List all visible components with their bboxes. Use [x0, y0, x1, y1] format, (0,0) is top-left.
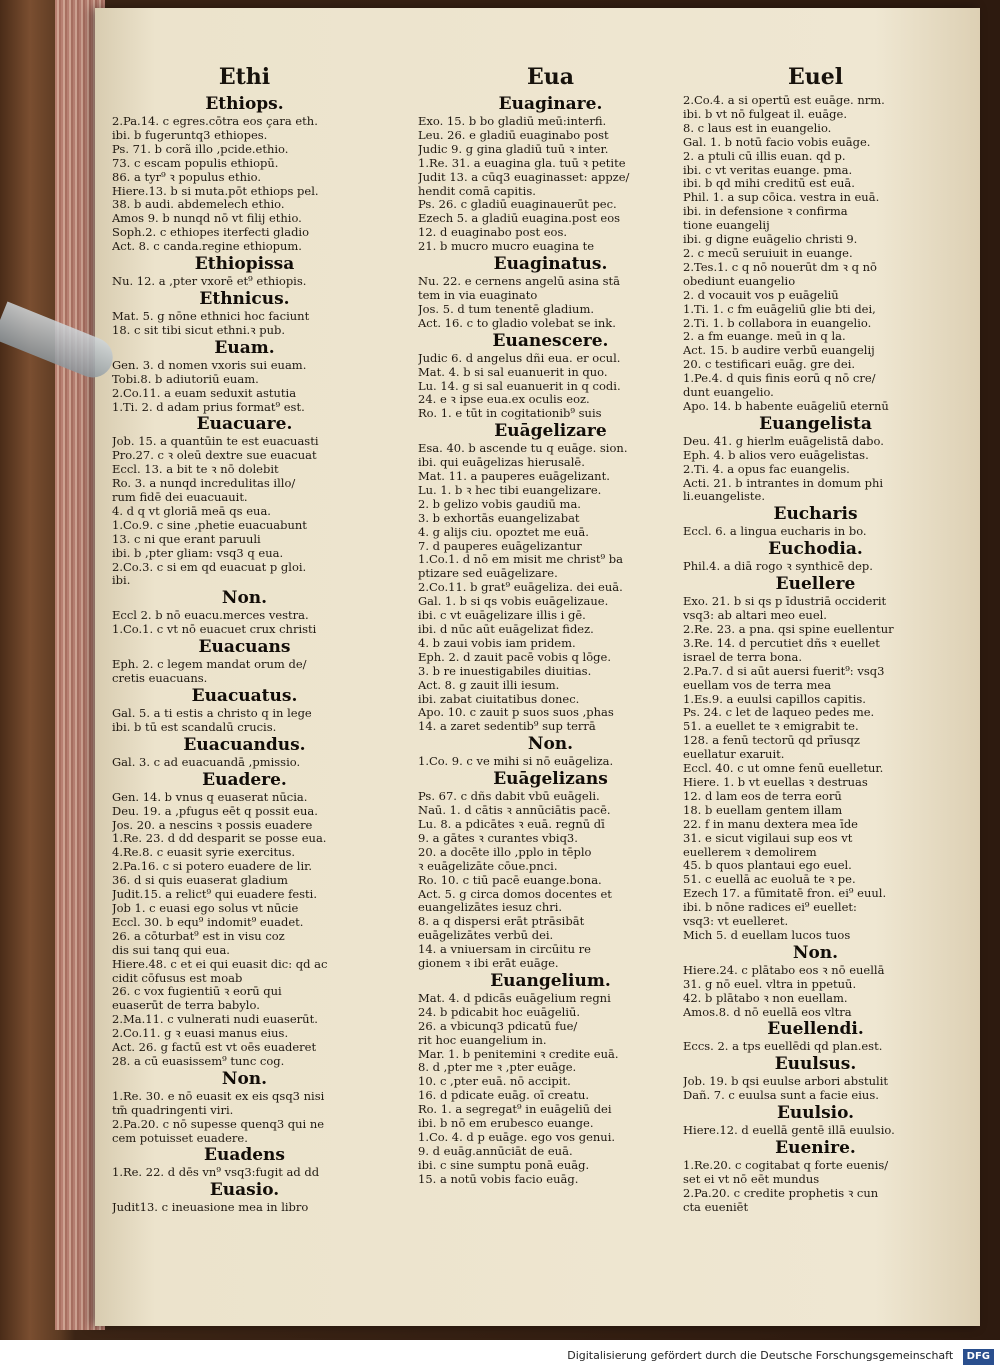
headword: Euulsio.	[776, 1103, 855, 1124]
index-entry: 8. a q dispersi erāt ptrāsibāt	[418, 915, 585, 929]
index-entry: Hiere.24. c plātabo eos ꝛ nō euellā	[683, 963, 885, 977]
index-entry: hendit comā capitis.	[418, 184, 536, 198]
index-entry: Naū. 1. d cātis ꝛ annūciātis pacē.	[418, 804, 611, 818]
index-entry: Esa. 40. b ascende tu q euāge. sion.	[418, 442, 628, 456]
index-entry: 4.Re.8. c euasit syrie exercitus.	[112, 846, 296, 860]
headword: Euāgelizans	[493, 769, 608, 790]
headword: Non.	[221, 1068, 268, 1089]
index-entry: 36. d si quis euaserat gladium	[112, 874, 288, 888]
index-entry: 1.Co. 9. c ve mihi si nō euāgeliza.	[418, 755, 614, 769]
headword: Euacuandus.	[183, 734, 306, 755]
index-entry: vsq3: vt euelleret.	[683, 915, 789, 929]
index-entry: euaserūt de terra babylo.	[112, 999, 260, 1013]
index-entry: 14. a vniuersam in circūitu re	[418, 943, 591, 957]
headword: Euenire.	[775, 1138, 856, 1159]
index-entry: Mich 5. d euellam lucos tuos	[683, 928, 851, 942]
index-entry: Hiere.13. b si muta.pōt ethiops pel.	[112, 184, 319, 198]
headword: Euasio.	[209, 1180, 280, 1201]
index-entry: ibi.	[112, 574, 131, 588]
index-entry: set ei vt nō eēt mundus	[683, 1173, 820, 1186]
index-entry: 18. b euellam gentem illam	[683, 803, 843, 817]
index-entry: 28. a cū euasissem⁹ tunc cog.	[112, 1054, 285, 1068]
index-entry: Jos. 20. a nescins ꝛ possis euadere	[112, 818, 313, 832]
index-entry: Act. 8. g zauit illi iesum.	[418, 678, 560, 692]
index-entry: 13. c ni que erant paruuli	[112, 532, 261, 546]
index-entry: 10. c ,pter euā. nō accipit.	[418, 1075, 571, 1089]
index-entry: Soph.2. c ethiopes iterfecti gladio	[112, 226, 310, 240]
index-entry: 8. c laus est in euangelio.	[683, 121, 832, 135]
index-entry: 1.Re.20. c cogitabat q forte euenis/	[683, 1159, 889, 1173]
index-entry: cem potuisset euadere.	[112, 1131, 248, 1145]
index-entry: 26. c vox fugientiū ꝛ eorū qui	[112, 985, 282, 999]
index-entry: 31. g nō euel. vltra in ppetuū.	[683, 977, 857, 991]
index-entry: 2.Co.3. c si em qd euacuat p gloi.	[112, 560, 307, 574]
index-entry: Eph. 2. c legem mandat orum de/	[112, 658, 307, 672]
index-entry: 14. a zaret sedentib⁹ sup terrā	[418, 720, 596, 734]
index-entry: Lu. 1. b ꝛ hec tibi euangelizare.	[418, 483, 602, 497]
index-entry: Ro. 1. e tūt in cogitationib⁹ suis	[418, 407, 602, 421]
index-entry: Mat. 11. a pauperes euāgelizant.	[418, 470, 610, 484]
index-entry: 21. b mucro mucro euagina te	[418, 240, 595, 254]
footer-bar	[0, 1340, 1000, 1372]
column-1	[112, 60, 377, 1215]
running-head: Euel	[787, 64, 844, 90]
index-entry: Ro. 3. a nunqd incredulitas illo/	[112, 477, 296, 491]
headword: Eucharis	[773, 504, 858, 525]
running-head: Ethi	[218, 64, 271, 90]
index-entry: Ro. 1. a segregat⁹ in euāgeliū dei	[418, 1103, 612, 1117]
index-entry: Mar. 1. b penitemini ꝛ credite euā.	[418, 1047, 619, 1061]
index-entry: Judic 6. d angelus dñi eua. er ocul.	[418, 351, 621, 365]
index-entry: gionem ꝛ ibi erāt euāge.	[418, 957, 559, 971]
index-entry: 24. b pdicabit hoc euāgeliū.	[418, 1005, 581, 1019]
index-entry: ibi. zabat ciuitatibus donec.	[418, 692, 580, 706]
index-entry: Ro. 10. c tiū pacē euange.bona.	[418, 873, 602, 887]
index-entry: Judit.15. a relict⁹ qui euadere festi.	[112, 888, 317, 902]
index-entry: Nu. 12. a ,pter vxorē et⁹ ethiopis.	[112, 275, 307, 289]
index-entry: 12. d euaginabo post eos.	[418, 226, 568, 240]
index-entry: 7. d pauperes euāgelizantur	[418, 539, 582, 553]
headword: Euacuatus.	[191, 686, 298, 706]
index-entry: Apo. 10. c zauit p suos suos ,phas	[418, 706, 614, 720]
index-entry: 73. c escam populis ethiopū.	[112, 156, 279, 170]
headword: Euellendi.	[767, 1019, 864, 1040]
index-entry: rit hoc euangelium in.	[418, 1033, 547, 1047]
index-entry: 1.Ti. 1. c fm euāgeliū glie bti dei,	[683, 302, 876, 316]
index-entry: tm̄ quadringenti viri.	[112, 1103, 234, 1117]
index-entry: Gal. 1. b notū facio vobis euāge.	[683, 135, 871, 149]
index-entry: Eccs. 2. a tps euellēdi qd plan.est.	[683, 1040, 883, 1054]
index-entry: 2. a fm euange. meū in q la.	[683, 330, 846, 344]
index-entry: 1.Re. 30. e nō euasit ex eis qsq3 nisi	[112, 1089, 325, 1103]
index-entry: ptizare sed euāgelizare.	[418, 567, 558, 581]
index-entry: euellatur exaruit.	[683, 748, 785, 762]
index-entry: 2.Pa.16. c si potero euadere de lir.	[112, 860, 313, 874]
index-entry: 2.Co.11. a euam seduxit astutia	[112, 386, 297, 400]
index-entry: Jos. 5. d tum tenentē gladium.	[418, 302, 595, 316]
index-entry: ibi. g digne euāgelio christi 9.	[683, 233, 858, 247]
index-entry: Ezech 5. a gladiū euagina.post eos	[418, 212, 621, 226]
index-entry: Mat. 4. d pdicās euāgelium regni	[418, 991, 611, 1005]
index-entry: 8. d ,pter me ꝛ ,pter euāge.	[418, 1061, 577, 1075]
index-entry: 1.Re. 23. d dd desparit se posse eua.	[112, 832, 327, 846]
index-entry: 1.Re. 31. a euagina gla. tuū ꝛ petite	[418, 156, 626, 170]
index-entry: 31. e sicut vigilaui sup eos vt	[683, 831, 853, 845]
index-entry: Lu. 14. g si sal euanuerit in q codi.	[418, 379, 621, 393]
index-entry: Act. 16. c to gladio volebat se ink.	[418, 316, 616, 330]
index-entry: 2.Tes.1. c q nō nouerūt dm ꝛ q nō	[683, 260, 877, 274]
index-entry: 45. b quos plantaui ego euel.	[683, 859, 852, 873]
index-entry: 2.Pa.20. c credite prophetis ꝛ cun	[683, 1186, 879, 1200]
index-entry: Judit13. c ineuasione mea in libro	[112, 1201, 309, 1215]
index-entry: Pro.27. c ꝛ oleū dextre sue euacuat	[112, 449, 317, 463]
index-entry: cidit cōfusus est moab	[112, 971, 243, 985]
index-entry: Act. 26. g factū est vt oēs euaderet	[112, 1041, 317, 1055]
headword: Euangelista	[759, 413, 872, 434]
headword: Euellere	[775, 574, 856, 595]
index-entry: 2.Pa.14. c egres.cōtra eos çara eth.	[112, 115, 318, 128]
index-entry: Eph. 2. d zauit pacē vobis q lōge.	[418, 650, 611, 664]
index-entry: dis sui tanq qui eua.	[112, 943, 230, 957]
index-entry: 51. c euellā ac euoluā te ꝛ pe.	[683, 873, 856, 887]
index-entry: 2.Pa.20. c nō supesse quenq3 qui ne	[112, 1117, 325, 1131]
index-entry: Ps. 71. b corã illo ,pcide.ethio.	[112, 142, 289, 156]
running-head: Eua	[526, 64, 575, 90]
index-entry: Ezech 17. a fūmitatē fron. ei⁹ euul.	[683, 887, 887, 901]
headword: Non.	[221, 588, 268, 609]
index-entry: Lu. 8. a pdicātes ꝛ euā. regnū dī	[418, 817, 605, 831]
headword: Euchodia.	[768, 539, 863, 560]
index-entry: Eccl 2. b nō euacu.merces vestra.	[112, 609, 309, 623]
index-entry: 2. a ptuli cū illis euan. qd p.	[683, 149, 846, 163]
headword: Euāgelizare	[494, 421, 607, 442]
index-entry: 2.Co.11. g ꝛ euasi manus eius.	[112, 1027, 289, 1041]
index-entry: 9. a gātes ꝛ curantes vbiq3.	[418, 831, 578, 845]
index-entry: Dañ. 7. c euulsa sunt a facie eius.	[683, 1089, 879, 1103]
index-entry: 2. d vocauit vos p euāgeliū	[683, 288, 839, 302]
index-entry: euangelizātes iesuz chri.	[418, 901, 563, 915]
index-entry: Amos 9. b nunqd nō vt filij ethio.	[112, 212, 302, 226]
index-entry: Gen. 14. b vnus q euaserat nūcia.	[112, 790, 308, 804]
index-entry: 3.Re. 14. d percutiet dñs ꝛ euellet	[683, 636, 880, 650]
column-body	[112, 94, 377, 1215]
index-entry: Act. 5. g circa domos docentes et	[418, 887, 612, 901]
index-entry: ibi. b nō em erubesco euange.	[418, 1117, 594, 1131]
index-entry: Ps. 67. c dñs dabit vbū euāgeli.	[418, 790, 600, 804]
index-entry: 20. c testificari euāg. gre dei.	[683, 358, 856, 372]
index-entry: 2.Co.4. a si opertū est euāge. nrm.	[683, 94, 885, 107]
index-entry: Job 1. c euasi ego solus vt nūcie	[112, 901, 299, 915]
index-entry: ibi. c vt euāgelizare illis i gē.	[418, 609, 586, 623]
index-entry: 3. b exhortās euangelizabat	[418, 511, 580, 525]
index-entry: 38. b audi. abdemelech ethio.	[112, 198, 285, 212]
headword: Euam.	[214, 337, 275, 358]
column-body	[418, 94, 683, 1187]
index-entry: Ps. 24. c let de laqueo pedes me.	[683, 706, 875, 720]
index-entry: Phil.4. a diā rogo ꝛ synthicē dep.	[683, 560, 873, 574]
index-entry: tione euangelij	[683, 219, 770, 233]
index-entry: Judic 9. g gina gladiū tuū ꝛ inter.	[418, 142, 609, 156]
index-entry: Eccl. 6. a lingua eucharis in bo.	[683, 525, 867, 539]
index-entry: 4. b zaui vobis iam pridem.	[418, 636, 576, 650]
index-entry: 1.Co.1. c vt nō euacuet crux christi	[112, 623, 317, 637]
headword: Euaginatus.	[493, 254, 608, 275]
headword: Ethiopissa	[194, 254, 295, 275]
index-entry: Gen. 3. d nomen vxoris sui euam.	[112, 358, 307, 372]
index-entry: dunt euangelio.	[683, 386, 774, 400]
index-entry: 12. d lam eos de terra eorū	[683, 789, 842, 803]
index-entry: 2.Ti. 1. b collabora in euangelio.	[683, 316, 872, 330]
index-entry: ibi. c sine sumptu ponā euāg.	[418, 1158, 590, 1172]
index-entry: 1.Co.1. d nō em misit me christ⁹ ba	[418, 553, 623, 567]
headword: Euadere.	[202, 769, 287, 790]
index-entry: Eccl. 40. c ut omne fenū euelletur.	[683, 762, 884, 776]
index-entry: 1.Ti. 2. d adam prius format⁹ est.	[112, 400, 305, 414]
index-entry: Leu. 26. e gladiū euaginabo post	[418, 128, 609, 142]
index-entry: ibi. b vt nō fulgeat il. euāge.	[683, 107, 848, 121]
headword: Euulsus.	[774, 1054, 857, 1075]
index-entry: cta eueniēt	[683, 1200, 749, 1214]
column-2	[418, 60, 683, 1187]
index-entry: 2.Pa.7. d si aūt auersi fuerit⁹: vsq3	[683, 664, 885, 678]
index-entry: euellam vos de terra mea	[683, 678, 832, 692]
headword: Euadens	[204, 1145, 285, 1166]
headword: Ethnicus.	[199, 288, 290, 309]
index-entry: Acti. 21. b intrantes in domum phi	[683, 476, 884, 490]
index-entry: 4. d q vt gloriā meā qs eua.	[112, 504, 271, 518]
headword: Ethiops.	[205, 94, 284, 114]
index-entry: 26. a vbicunq3 pdicatū fue/	[418, 1019, 578, 1033]
index-entry: ibi. b tū est scandalū crucis.	[112, 720, 277, 734]
index-entry: israel de terra bona.	[683, 650, 803, 664]
index-entry: Gal. 3. c ad euacuandā ,pmissio.	[112, 755, 301, 769]
index-entry: li.euangeliste.	[683, 490, 765, 504]
index-entry: ꝛ euāgelizāte cōue.pnci.	[418, 859, 558, 873]
index-entry: 22. f in manu dextera mea īde	[683, 817, 858, 831]
index-entry: Eccl. 30. b equ⁹ indomit⁹ euadet.	[112, 915, 304, 929]
headword: Euaginare.	[498, 94, 603, 114]
index-entry: ibi. qui euāgelizas hierusalē.	[418, 456, 585, 470]
index-entry: obediunt euangelio	[683, 274, 796, 288]
index-entry: vsq3: ab altari meo euel.	[683, 609, 827, 623]
index-entry: Ps. 26. c gladiū euaginauerūt pec.	[418, 198, 617, 212]
index-entry: Mat. 4. b si sal euanuerit in quo.	[418, 365, 608, 379]
index-entry: Phil. 1. a sup cōica. vestra in euā.	[683, 191, 880, 205]
index-entry: 2.Co.11. b grat⁹ euāgeliza. dei euā.	[418, 581, 623, 595]
index-entry: 16. d pdicate euāg. oī creatu.	[418, 1089, 590, 1103]
index-entry: Nu. 22. e cernens angelū asina stā	[418, 275, 621, 289]
index-entry: Gal. 5. a ti estis a christo q in lege	[112, 707, 312, 720]
index-entry: Gal. 1. b si qs vobis euāgelizaue.	[418, 595, 609, 609]
index-entry: Hiere.48. c et ei qui euasit dic: qd ac	[112, 957, 328, 971]
index-entry: ibi. in defensione ꝛ confirma	[683, 205, 848, 219]
headword: Euanescere.	[492, 330, 609, 351]
headword: Euacuans	[198, 637, 291, 658]
index-entry: euāgelizātes verbū dei.	[418, 929, 554, 943]
index-entry: 128. a fenū tectorū qd prīusqz	[683, 734, 860, 748]
index-entry: 2. c mecū seruiuit in euange.	[683, 246, 853, 260]
index-entry: Job. 15. a quantūin te est euacuasti	[112, 435, 319, 449]
index-entry: 2.Ti. 4. a opus fac euangelis.	[683, 462, 850, 476]
index-entry: ibi. b fugeruntq3 ethiopes.	[112, 128, 268, 142]
index-entry: 2.Ma.11. c vulnerati nudi euaserūt.	[112, 1013, 318, 1027]
index-entry: 26. a cōturbat⁹ est in visu coz	[112, 929, 285, 943]
index-entry: ibi. c vt veritas euange. pma.	[683, 163, 853, 177]
index-entry: Apo. 14. b habente euāgeliū eternū	[683, 399, 889, 413]
index-entry: Job. 19. b qsi euulse arbori abstulit	[683, 1075, 889, 1089]
headword: Non.	[527, 734, 574, 755]
index-entry: 1.Re. 22. d dēs vn⁹ vsq3:fugit ad dd	[112, 1166, 320, 1180]
index-entry: 51. a euellet te ꝛ emigrabit te.	[683, 720, 859, 734]
index-entry: ibi. b qd mihi creditū est euā.	[683, 177, 855, 191]
index-entry: Hiere.12. d euellā gentē illā euulsio.	[683, 1124, 895, 1138]
index-entry: ibi. b nōne radices ei⁹ euellet:	[683, 901, 857, 915]
index-entry: Mat. 5. g nōne ethnici hoc faciunt	[112, 309, 310, 323]
index-entry: Deu. 19. a ,pfugus eēt q possit eua.	[112, 804, 318, 818]
index-entry: 86. a tyr⁹ ꝛ populus ethio.	[112, 170, 262, 184]
index-entry: Judit 13. a cūq3 euaginasset: appze/	[418, 170, 630, 184]
headword: Euacuare.	[196, 414, 293, 435]
index-entry: 4. g alijs ciu. opoztet me euā.	[418, 525, 589, 539]
index-entry: euellerem ꝛ demolirem	[683, 845, 817, 859]
index-entry: 2.Re. 23. a pna. qsi spine euellentur	[683, 623, 894, 636]
index-entry: 15. a notū vobis facio euāg.	[418, 1172, 579, 1186]
index-entry: 9. d euāg.annūciāt de euā.	[418, 1144, 573, 1158]
index-entry: rum fidē dei euacuauit.	[112, 491, 248, 505]
index-entry: ibi. b ,pter gliam: vsq3 q eua.	[112, 546, 284, 560]
index-entry: 1.Co.9. c sine ,phetie euacuabunt	[112, 518, 307, 532]
column-3	[683, 60, 948, 1215]
index-entry: Exo. 21. b si qs p īdustriā occiderit	[683, 595, 887, 609]
index-entry: Amos.8. d nō euellā eos vltra	[683, 1005, 852, 1019]
index-entry: Tobi.8. b adiutoriū euam.	[112, 372, 259, 386]
index-entry: Act. 15. b audire verbū euangelij	[683, 344, 875, 358]
index-entry: 42. b plātabo ꝛ non euellam.	[683, 991, 848, 1005]
index-entry: 1.Es.9. a euulsi capillos capitis.	[683, 692, 866, 706]
index-entry: Hiere. 1. b vt euellas ꝛ destruas	[683, 775, 868, 789]
headword: Non.	[792, 942, 839, 963]
index-entry: 20. a docēte illo ,pplo in tēplo	[418, 845, 592, 859]
index-entry: 1.Pe.4. d quis finis eorū q nō cre/	[683, 372, 876, 386]
index-entry: Eccl. 13. a bit te ꝛ nō dolebit	[112, 463, 279, 477]
index-entry: 18. c sit tibi sicut ethni.ꝛ pub.	[112, 323, 286, 337]
index-entry: 2. b gelizo vobis gaudiū ma.	[418, 497, 581, 511]
index-entry: 1.Co. 4. d p euāge. ego vos genui.	[418, 1131, 616, 1144]
index-entry: Eph. 4. b alios vero euāgelistas.	[683, 448, 869, 462]
headword: Euangelium.	[490, 970, 611, 991]
footer-credit: Digitalisierung gefördert durch die Deutsche Forschungsgemeinschaft	[567, 1349, 954, 1362]
index-entry: Deu. 41. g hierlm euāgelistā dabo.	[683, 434, 884, 448]
index-entry: tem in via euaginato	[418, 288, 538, 302]
index-entry: cretis euacuans.	[112, 672, 208, 686]
index-entry: Exo. 15. b bo gladiū meū:interfi.	[418, 115, 607, 128]
index-entry: 24. e ꝛ ipse eua.ex oculis eoz.	[418, 393, 590, 407]
index-entry: Act. 8. c canda.regine ethiopum.	[112, 240, 302, 254]
column-body	[683, 94, 948, 1215]
index-entry: ibi. d nūc aūt euāgelizat fidez.	[418, 623, 594, 636]
index-entry: 3. b re inuestigabiles diuitias.	[418, 664, 592, 678]
dfg-logo: DFG	[963, 1349, 994, 1365]
